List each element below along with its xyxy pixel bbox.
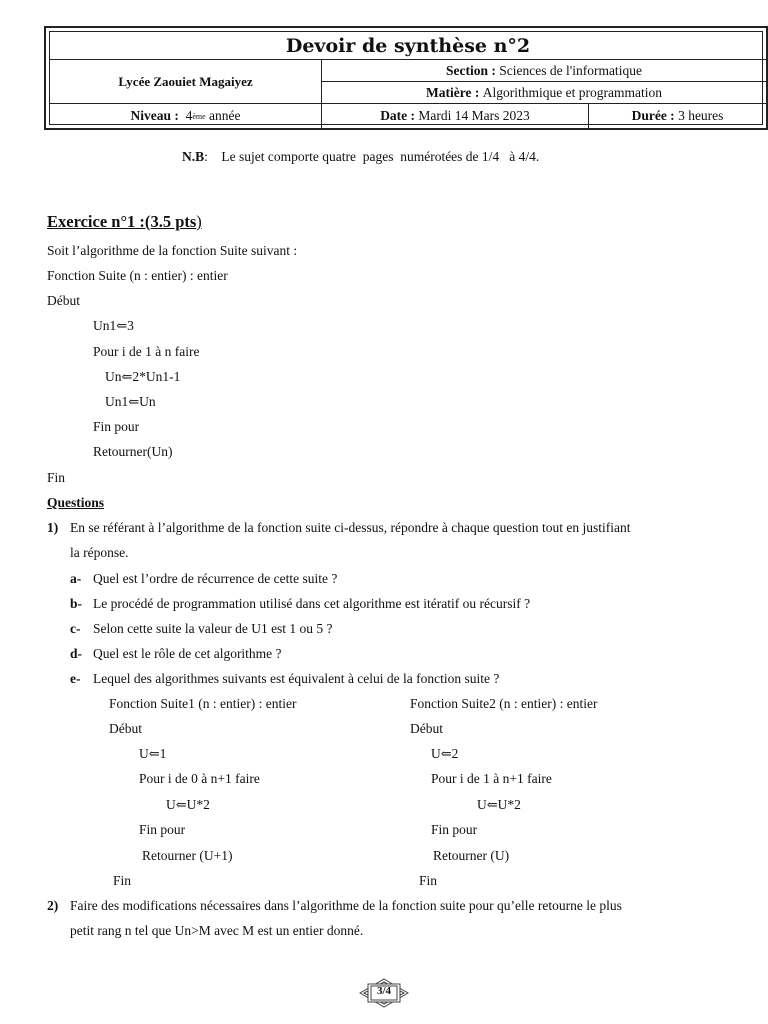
- assign-arrow-icon: ⇐: [175, 797, 187, 812]
- algo-var: Un1: [105, 394, 129, 409]
- exercise-points: 3.5 pts: [150, 212, 197, 231]
- algo-var: Un: [105, 369, 122, 384]
- algo-val: 2*Un1-1: [132, 369, 181, 384]
- algo-debut: Début: [47, 293, 80, 308]
- sub-label: d-: [70, 646, 83, 661]
- header-table: [44, 26, 768, 130]
- date-cell: [322, 104, 589, 128]
- sub-question: Selon cette suite la valeur de U1 est 1 ou 5 ?: [93, 621, 333, 636]
- suite2-loop: Pour i de 1 à n+1 faire: [431, 771, 552, 786]
- algo-line-init: [93, 318, 134, 334]
- suite1-fin: Fin: [113, 873, 132, 888]
- suite2-debut: Début: [410, 721, 443, 736]
- suite2-init: [431, 746, 458, 762]
- algo-val: 1: [159, 746, 167, 761]
- q2-number: 2): [47, 898, 59, 913]
- duree-cell: [589, 104, 766, 128]
- exercise-title-prefix: Exercice n°1 :(: [47, 212, 151, 231]
- header-inner-frame: [49, 31, 763, 125]
- algo-var: U: [166, 797, 176, 812]
- suite1-finpour: Fin pour: [139, 822, 186, 837]
- assign-arrow-icon: ⇐: [121, 369, 133, 384]
- algo-line-un1: [105, 394, 156, 410]
- sub-label: a-: [70, 571, 82, 586]
- duree-label: Durée :: [631, 108, 675, 123]
- sub-label: e-: [70, 671, 81, 686]
- duree-value: 3 heures: [678, 108, 724, 123]
- sub-question: Lequel des algorithmes suivants est équivalent à celui de la fonction suite ?: [93, 671, 500, 686]
- q2-text-line2: petit rang n tel que Un>M avec M est un entier donné.: [70, 923, 364, 938]
- matiere-value: Algorithmique et programmation: [482, 84, 662, 100]
- niveau-cell: [50, 104, 322, 128]
- algo-val: 3: [127, 318, 134, 333]
- niveau-num: 4: [185, 108, 193, 123]
- algo-var: U: [139, 746, 149, 761]
- algo-loop: Pour i de 1 à n faire: [93, 344, 200, 359]
- sub-question: Quel est le rôle de cet algorithme ?: [93, 646, 282, 661]
- q1-number: 1): [47, 520, 59, 535]
- algo-val: U*2: [186, 797, 210, 812]
- niveau-rest: année: [209, 108, 241, 123]
- algo-val: Un: [139, 394, 156, 409]
- suite2-finpour: Fin pour: [431, 822, 478, 837]
- suite1-header: Fonction Suite1 (n : entier) : entier: [109, 696, 297, 711]
- sub-label: b-: [70, 596, 83, 611]
- suite1-debut: Début: [109, 721, 142, 736]
- algo-val: 2: [451, 746, 459, 761]
- suite2-fin: Fin: [419, 873, 438, 888]
- suite1-init: [139, 746, 166, 762]
- algo-var: U: [431, 746, 441, 761]
- algo-finpour: Fin pour: [93, 419, 140, 434]
- algo-header: Fonction Suite (n : entier) : entier: [47, 268, 228, 283]
- questions-title: Questions: [47, 495, 105, 510]
- nb-text: : Le sujet comporte quatre pages numérotées de 1/4 à 4/4.: [204, 149, 540, 164]
- section-value: Sciences de l'informatique: [499, 62, 642, 78]
- assign-arrow-icon: ⇐: [128, 394, 140, 409]
- suite1-return: Retourner (U+1): [142, 848, 233, 863]
- algo-return: Retourner(Un): [93, 444, 173, 459]
- suite1-body: [166, 797, 210, 813]
- exercise-title: [47, 212, 202, 232]
- sub-label: c-: [70, 621, 81, 636]
- section-cell: [322, 60, 766, 82]
- q2-text-line1: Faire des modifications nécessaires dans l’algorithme de la fonction suite pour qu’elle retourne le plus: [70, 898, 622, 913]
- document-title: Devoir de synthèse n°2: [50, 32, 766, 60]
- q1-text-line1: En se référant à l’algorithme de la fonction suite ci-dessus, répondre à chaque question tout en justifiant: [70, 520, 631, 535]
- algo-fin: Fin: [47, 470, 66, 485]
- nb-note: [182, 149, 539, 165]
- suite2-return: Retourner (U): [433, 848, 510, 863]
- algo-var: U: [477, 797, 487, 812]
- matiere-cell: [322, 82, 766, 104]
- exercise-title-suffix: ): [196, 212, 202, 231]
- algo-line-un: [105, 369, 180, 385]
- page-number: 3/4: [376, 985, 392, 997]
- niveau-label: Niveau :: [130, 108, 179, 123]
- section-label: Section :: [446, 62, 496, 78]
- exercise-intro: Soit l’algorithme de la fonction Suite suivant :: [47, 243, 298, 258]
- sub-question: Le procédé de programmation utilisé dans cet algorithme est itératif ou récursif ?: [93, 596, 531, 611]
- date-value: Mardi 14 Mars 2023: [418, 108, 530, 123]
- suite2-header: Fonction Suite2 (n : entier) : entier: [410, 696, 598, 711]
- suite2-body: [477, 797, 521, 813]
- q1-text-line2: la réponse.: [70, 545, 129, 560]
- nb-label: N.B: [182, 149, 205, 164]
- matiere-label: Matière :: [426, 84, 480, 100]
- page-number-badge: [358, 978, 410, 1008]
- assign-arrow-icon: ⇐: [116, 318, 128, 333]
- date-label: Date :: [380, 108, 416, 123]
- assign-arrow-icon: ⇐: [440, 746, 452, 761]
- school-name: Lycée Zaouiet Magaiyez: [50, 60, 322, 104]
- algo-var: Un1: [93, 318, 117, 333]
- assign-arrow-icon: ⇐: [148, 746, 160, 761]
- assign-arrow-icon: ⇐: [486, 797, 498, 812]
- algo-val: U*2: [497, 797, 521, 812]
- suite1-loop: Pour i de 0 à n+1 faire: [139, 771, 260, 786]
- niveau-sup: ème: [192, 111, 206, 121]
- sub-question: Quel est l’ordre de récurrence de cette suite ?: [93, 571, 338, 586]
